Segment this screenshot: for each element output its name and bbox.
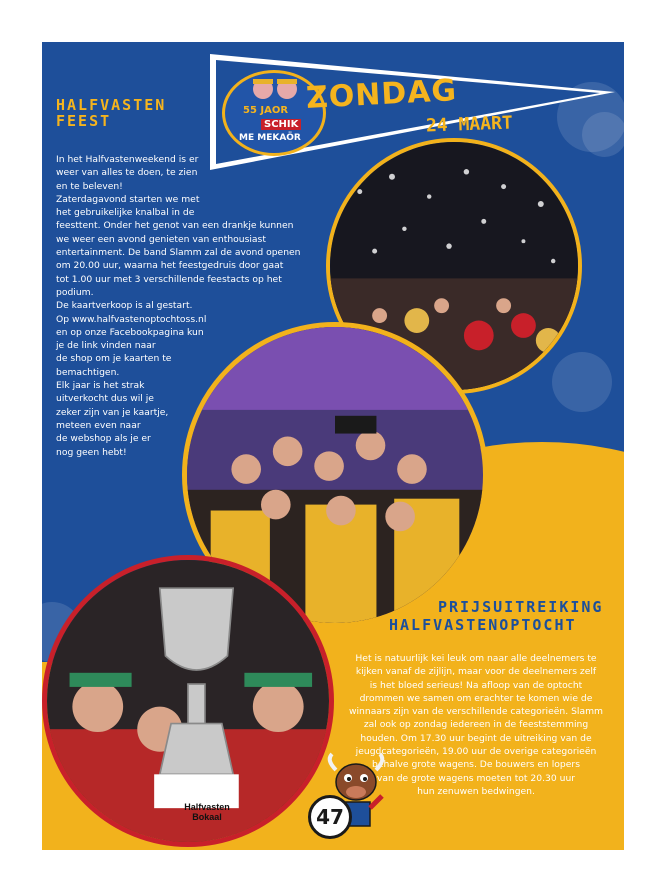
text-line: zeker zijn van je kaartje, xyxy=(56,406,169,418)
decor-bubble xyxy=(552,352,612,412)
text-line: de webshop als je er xyxy=(56,433,151,445)
logo-mekaor-text: ME MEKAÖR xyxy=(239,133,301,143)
text-line: uitverkocht dus wil je xyxy=(56,393,154,405)
section1-body xyxy=(56,153,336,459)
text-line: Het is natuurlijk kei leuk om naar alle deelnemers te xyxy=(355,653,597,664)
text-line: Op www.halfvastenoptochtoss.nl xyxy=(56,313,207,325)
text-line: bemachtigen. xyxy=(56,366,120,378)
text-line: om 20.00 uur, waarna het feestgedruis door gaat xyxy=(56,260,284,272)
text-line: je de link vinden naar xyxy=(56,340,156,352)
text-line: meteen even naar xyxy=(56,419,141,431)
banner-day: ZONDAG xyxy=(305,73,458,116)
text-line: podium. xyxy=(56,286,94,298)
text-line: Zaterdagavond starten we met xyxy=(56,193,200,205)
photo-trophy xyxy=(42,555,334,847)
text-line: zal ook op zondag iedereen in de feeststemming xyxy=(363,719,589,731)
text-line: is het bloed serieus! Na afloop van de optocht xyxy=(369,679,583,691)
section1-title-line2: FEEST xyxy=(56,112,112,130)
text-line: winnaars zijn van de verschillende categorieën. Slamm xyxy=(348,706,603,718)
banner-date: 24 MAART xyxy=(425,112,514,137)
text-line: tot 1.00 uur met 3 verschillende feestacts op het xyxy=(56,273,282,285)
text-line: entertainment. De band Slamm zal de avond openen xyxy=(56,247,301,259)
logo-schik-text: SCHIK xyxy=(261,119,301,130)
text-line: behalve grote wagens. De bouwers en lopers xyxy=(372,759,580,771)
logo-jaar-text: 55 JAOR xyxy=(243,105,289,116)
text-line: Elk jaar is het strak xyxy=(56,380,145,392)
section1-title-line1: HALFVASTEN xyxy=(56,96,167,114)
text-line: jeugdcategorieën, 19.00 uur de overige categorieën xyxy=(355,746,597,758)
text-line: de shop om je kaarten te xyxy=(56,353,172,365)
text-line: kijken vanaf de zijlijn, maar voor de deelnemers zelf xyxy=(355,666,597,678)
text-line: houden. Om 17.30 uur begint de uitreiking van de xyxy=(360,732,592,744)
text-line: hun zenuwen bedwingen. xyxy=(417,785,535,797)
text-line: en te beleven! xyxy=(56,180,123,192)
text-line: drommen we samen om erachter te komen wie de xyxy=(359,692,593,704)
text-line: van de grote wagens moeten tot 20.30 uur xyxy=(376,772,576,784)
text-line: In het Halfvastenweekend is er xyxy=(56,154,199,165)
text-line: we weer een avond genieten van enthousiast xyxy=(56,233,266,245)
page-number: 47 xyxy=(308,795,352,839)
text-line: nog geen hebt! xyxy=(56,446,127,458)
text-line: het gebruikelijke knalbal in de xyxy=(56,207,195,219)
text-line: weer van alles te doen, te zien xyxy=(56,167,198,179)
trophy-label: Halfvasten Bokaal xyxy=(184,802,230,822)
section2-title-line1: PRIJSUITREIKING xyxy=(438,598,604,616)
text-line: feesttent. Onder het genot van een drankje kunnen xyxy=(56,220,294,232)
text-line: en op onze Facebookpagina kun xyxy=(56,326,204,338)
section2-title-line2: HALFVASTENOPTOCHT xyxy=(389,616,577,634)
logo-mascots-icon xyxy=(245,75,305,109)
text-line: De kaartverkoop is al gestart. xyxy=(56,300,193,312)
